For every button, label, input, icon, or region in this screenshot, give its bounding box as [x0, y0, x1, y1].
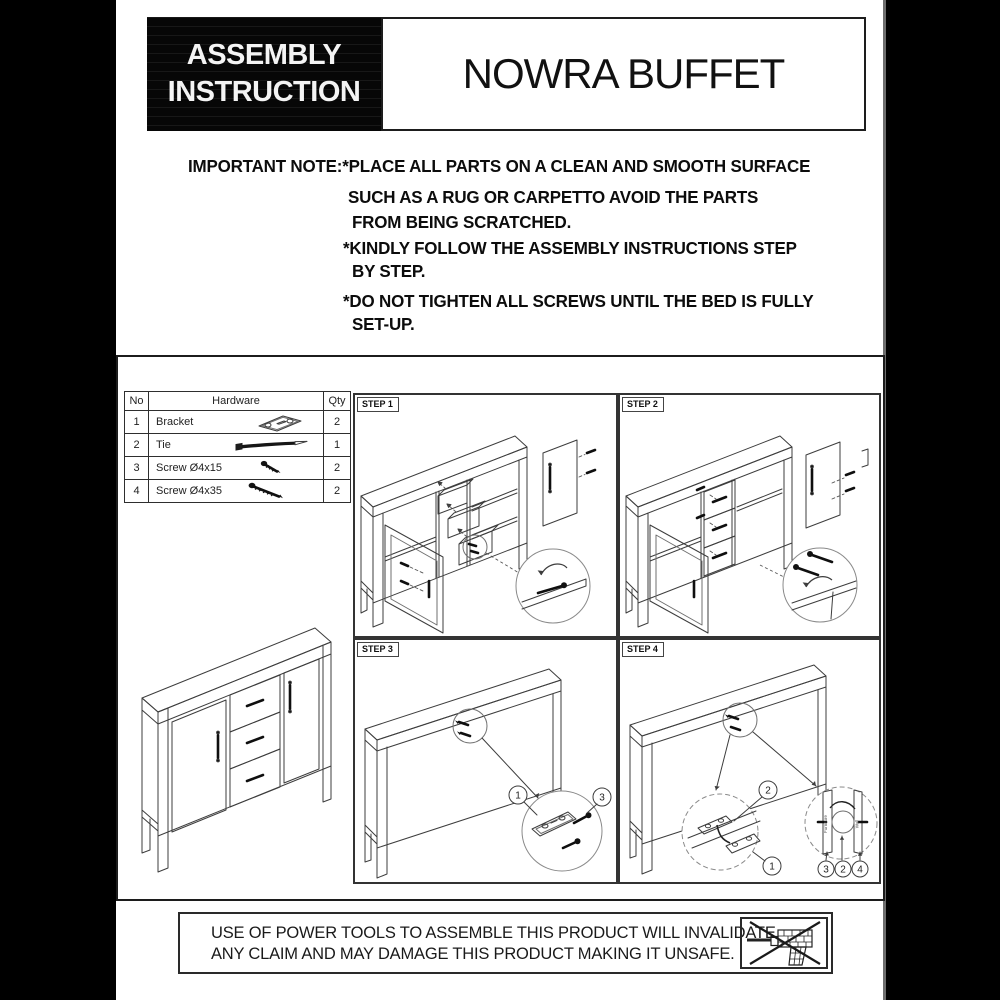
- col-header-no: No: [125, 392, 149, 411]
- row4-no: 4: [125, 480, 149, 503]
- row2-name: Tie: [156, 439, 171, 451]
- step2-panel: [618, 393, 881, 638]
- buffet-carcass: [142, 628, 331, 872]
- bracket-icon: [253, 411, 319, 433]
- table-row: [125, 457, 351, 480]
- no-power-drill-icon: [742, 919, 826, 967]
- assembly-instruction-badge: [147, 17, 381, 131]
- table-row: [125, 434, 351, 457]
- note-line-6: *DO NOT TIGHTEN ALL SCREWS UNTIL THE BED IS FULLY: [343, 291, 814, 311]
- callout-tie2: 2: [840, 864, 846, 876]
- row1-no: 1: [125, 411, 149, 434]
- row3-name: Screw Ø4x15: [156, 462, 223, 474]
- hardware-table-header: [125, 392, 351, 411]
- long-screw-icon: [232, 480, 306, 502]
- row1-qty: 2: [324, 411, 351, 434]
- bracket-location-circle: [715, 703, 816, 790]
- step4-panel: [618, 638, 881, 884]
- warning-line-2: ANY CLAIM AND MAY DAMAGE THIS PRODUCT MAKING IT UNSAFE.: [211, 945, 735, 963]
- step1-panel: [353, 393, 618, 638]
- power-tools-warning-box: [178, 912, 833, 974]
- row4-qty: 2: [324, 480, 351, 503]
- detached-right-door: [806, 442, 868, 528]
- note-line-5: BY STEP.: [352, 261, 426, 281]
- right-black-margin: [883, 0, 1000, 1000]
- note-line-1: IMPORTANT NOTE:*PLACE ALL PARTS ON A CLEAN AND SMOOTH SURFACE: [188, 156, 811, 176]
- tie-icon: [233, 434, 319, 456]
- note-line-2: SUCH AS A RUG OR CARPETTO AVOID THE PARTS: [348, 187, 759, 207]
- callout-bracket: 1: [515, 790, 521, 802]
- bracket-detail-circle: [509, 786, 611, 871]
- step1-illustration: [355, 395, 616, 636]
- note-line-7: SET-UP.: [352, 314, 415, 334]
- callout-screw-furniture: 3: [823, 864, 829, 876]
- col-header-qty: Qty: [324, 392, 351, 411]
- detached-right-door: [543, 440, 595, 526]
- step3-panel: [353, 638, 618, 884]
- step3-illustration: [355, 640, 616, 882]
- row3-qty: 2: [324, 457, 351, 480]
- note-line-3: FROM BEING SCRATCHED.: [352, 212, 572, 232]
- hardware-table: [124, 391, 351, 503]
- callout-screw: 3: [599, 792, 605, 804]
- instruction-panel: [116, 355, 885, 901]
- furniture-side-label: Furniture: [823, 814, 828, 834]
- row3-no: 3: [125, 457, 149, 480]
- spacer: [315, 466, 319, 470]
- col-header-hardware: Hardware: [149, 392, 324, 411]
- left-black-margin: [0, 0, 116, 1000]
- handle-screw-detail-circle: [760, 548, 857, 622]
- drawer-stack: [230, 675, 280, 807]
- finished-buffet-illustration: [128, 554, 354, 886]
- drawers-being-inserted: [438, 479, 498, 565]
- badge-line2: INSTRUCTION: [167, 76, 361, 108]
- step2-illustration: [620, 395, 879, 636]
- warning-line-1: USE OF POWER TOOLS TO ASSEMBLE THIS PRODUCT WILL INVALIDATE: [211, 924, 776, 942]
- wall-attach-detail-circle: [805, 787, 877, 877]
- step1-label: STEP 1: [357, 397, 399, 412]
- step4-label: STEP 4: [622, 642, 664, 657]
- drawer-fronts-with-handles: [697, 480, 735, 576]
- step3-label: STEP 3: [357, 642, 399, 657]
- no-power-tools-icon-box: [740, 917, 828, 969]
- step4-illustration: [620, 640, 879, 882]
- callout-screw-wall: 4: [857, 864, 863, 876]
- table-row: [125, 480, 351, 503]
- product-title: NOWRA BUFFET: [462, 50, 785, 97]
- callout-bracket: 1: [769, 861, 775, 873]
- row1-name: Bracket: [156, 416, 194, 428]
- short-screw-icon: [239, 457, 299, 479]
- right-door: [284, 659, 319, 783]
- table-row: [125, 411, 351, 434]
- badge-line1: ASSEMBLY: [186, 39, 342, 71]
- row2-qty: 1: [324, 434, 351, 457]
- wall-side-label: Wall: [854, 819, 860, 829]
- row2-no: 2: [125, 434, 149, 457]
- spacer: [315, 489, 319, 493]
- row4-name: Screw Ø4x35: [156, 485, 223, 497]
- tie-bracket-detail-circle: [682, 781, 781, 875]
- carcass: [361, 436, 527, 627]
- carcass: [626, 436, 792, 627]
- note-line-4: *KINDLY FOLLOW THE ASSEMBLY INSTRUCTIONS STEP: [343, 238, 797, 258]
- callout-tie: 2: [765, 785, 771, 797]
- product-title-box: [381, 17, 866, 131]
- step2-label: STEP 2: [622, 397, 664, 412]
